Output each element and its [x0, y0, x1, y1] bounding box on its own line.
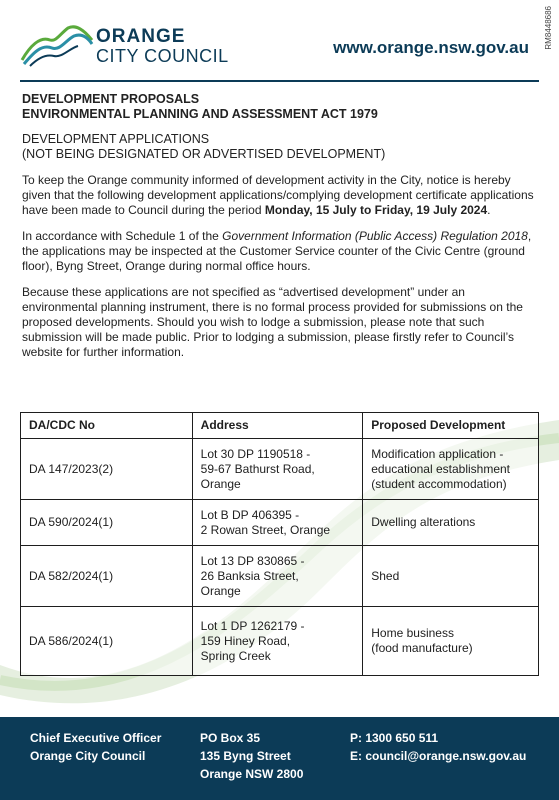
heading-line-1: DEVELOPMENT PROPOSALS	[22, 92, 200, 106]
paragraph-submissions: Because these applications are not specified as “advertised development” under an environmental planning instrument, there is no formal process provided for submissions on the proposed developments. Should you wish to lodge a submission, please note that such submission will be made public. Prior to lodging a submission, please firstly refer to Council’s website for further information.	[22, 285, 523, 359]
notice-subheading	[22, 132, 538, 162]
notice-heading	[22, 92, 538, 122]
contact-footer	[0, 717, 559, 800]
da-number: DA 147/2023(2)	[21, 439, 193, 500]
mountain-logo-icon	[20, 22, 94, 68]
address-cell: Lot 13 DP 830865 - 26 Banksia Street, Orange	[192, 546, 363, 607]
logo-wordmark-city-council: CITY COUNCIL	[96, 46, 229, 66]
council-logo	[20, 22, 250, 70]
address-cell: Lot B DP 406395 - 2 Rowan Street, Orange	[192, 500, 363, 546]
table-row	[21, 439, 539, 500]
table-row	[21, 607, 539, 676]
footer-phone: P: 1300 650 511	[350, 731, 439, 745]
table-row	[21, 546, 539, 607]
logo-wordmark-orange: ORANGE	[96, 26, 186, 47]
column-header-address: Address	[192, 413, 363, 439]
table-row	[21, 500, 539, 546]
period-dates: Monday, 15 July to Friday, 19 July 2024	[264, 203, 488, 217]
footer-contact	[350, 729, 526, 765]
column-header-da: DA/CDC No	[21, 413, 193, 439]
reference-number: RM8448686	[544, 6, 553, 50]
notice-body	[22, 92, 538, 360]
development-cell: Home business (food manufacture)	[363, 607, 539, 676]
paragraph-period: To keep the Orange community informed of development activity in the City, notice is hereby given that the following development applications/complying development certificate applications have been made to Council during the period Monday, 15 July to Friday, 19 July 2024.	[22, 173, 534, 217]
development-cell: Modification application - educational establishment (student accommodation)	[363, 439, 539, 500]
applications-table	[20, 412, 539, 676]
development-cell: Shed	[363, 546, 539, 607]
subheading-line-2: (NOT BEING DESIGNATED OR ADVERTISED DEVELOPMENT)	[22, 147, 386, 161]
footer-postal-address: PO Box 35 135 Byng Street Orange NSW 2800	[200, 731, 304, 781]
footer-email: E: council@orange.nsw.gov.au	[350, 749, 527, 763]
address-cell: Lot 1 DP 1262179 - 159 Hiney Road, Spring Creek	[192, 607, 363, 676]
column-header-development: Proposed Development	[363, 413, 539, 439]
development-cell: Dwelling alterations	[363, 500, 539, 546]
header-divider	[20, 80, 539, 82]
da-number: DA 582/2024(1)	[21, 546, 193, 607]
page-header	[0, 0, 559, 78]
footer-officer: Chief Executive Officer Orange City Council	[30, 731, 162, 763]
heading-line-2: ENVIRONMENTAL PLANNING AND ASSESSMENT ACT 1979	[22, 107, 378, 121]
table-header-row	[21, 413, 539, 439]
da-number: DA 590/2024(1)	[21, 500, 193, 546]
subheading-line-1: DEVELOPMENT APPLICATIONS	[22, 132, 210, 146]
website-url: www.orange.nsw.gov.au	[333, 38, 529, 57]
regulation-name: Government Information (Public Access) Regulation 2018	[222, 229, 528, 243]
paragraph-inspection: In accordance with Schedule 1 of the Government Information (Public Access) Regulation 2018, the applications may be inspected at the Customer Service counter of the Civic Centre (ground floor), Byng Street, Orange during normal office hours.	[22, 229, 532, 273]
da-number: DA 586/2024(1)	[21, 607, 193, 676]
address-cell: Lot 30 DP 1190518 - 59-67 Bathurst Road, Orange	[192, 439, 363, 500]
